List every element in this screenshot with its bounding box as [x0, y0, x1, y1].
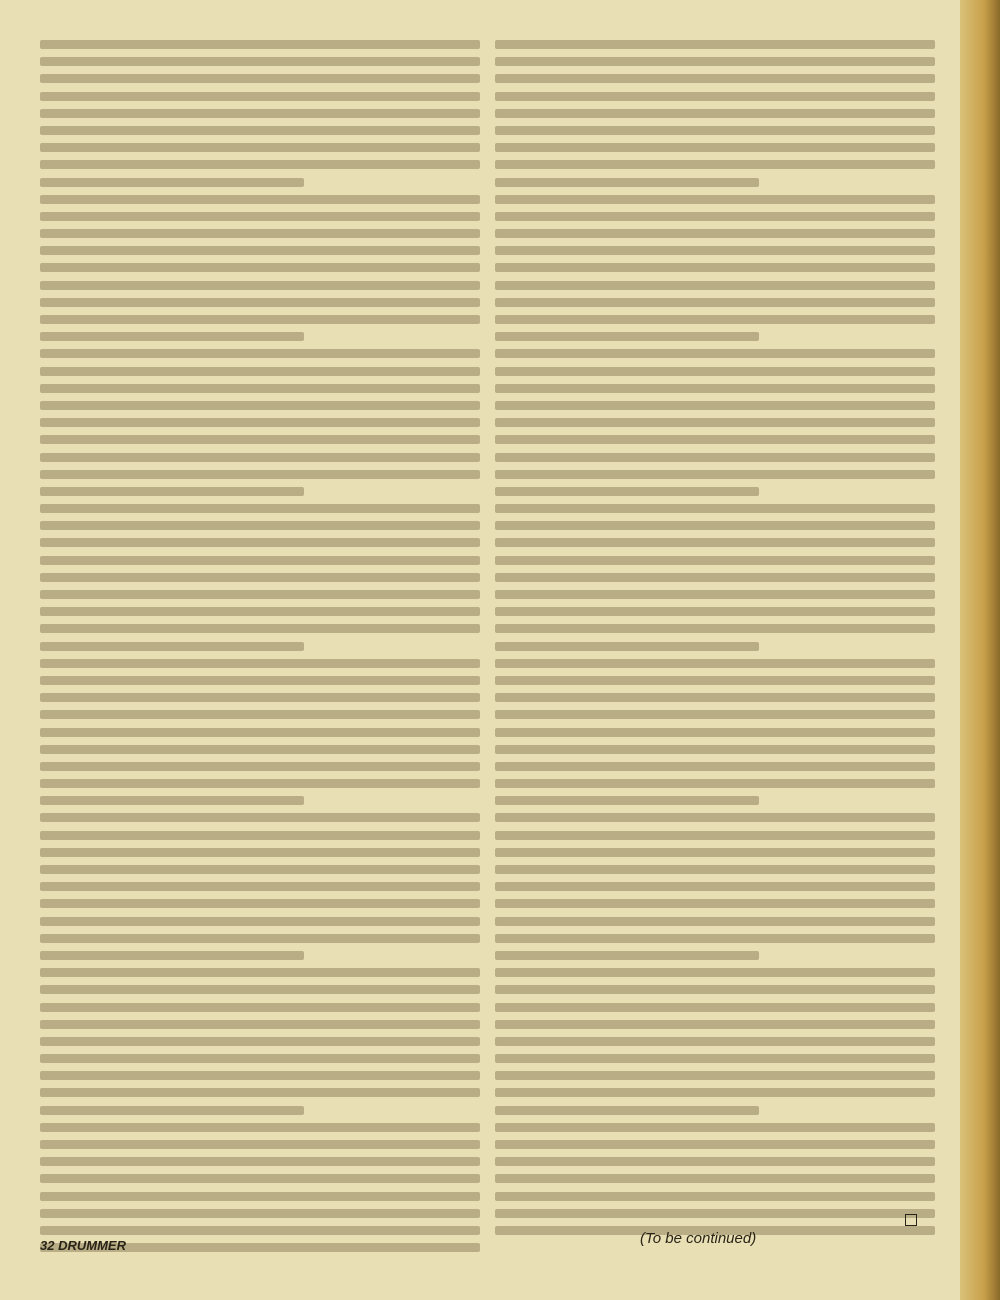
text-line-placeholder [40, 367, 480, 376]
text-line-placeholder [495, 848, 935, 857]
text-line-placeholder [495, 624, 935, 633]
text-column-right [495, 40, 935, 1230]
text-line-placeholder [40, 659, 480, 668]
text-line-placeholder [495, 745, 935, 754]
text-line-placeholder [40, 435, 480, 444]
text-line-placeholder [495, 1071, 935, 1080]
text-line-placeholder [40, 1071, 480, 1080]
text-line-placeholder [40, 693, 480, 702]
text-line-placeholder [495, 40, 935, 49]
text-line-placeholder [40, 899, 480, 908]
text-line-placeholder [495, 796, 759, 805]
text-line-placeholder [495, 1020, 935, 1029]
text-line-placeholder [40, 1140, 480, 1149]
text-line-placeholder [495, 92, 935, 101]
text-line-placeholder [495, 367, 935, 376]
text-line-placeholder [40, 315, 480, 324]
page-edge [960, 0, 1000, 1300]
text-line-placeholder [40, 349, 480, 358]
text-line-placeholder [495, 659, 935, 668]
text-line-placeholder [40, 263, 480, 272]
text-line-placeholder [40, 1192, 480, 1201]
text-line-placeholder [40, 74, 480, 83]
text-line-placeholder [495, 813, 935, 822]
page-folio: 32 DRUMMER [40, 1238, 126, 1253]
text-line-placeholder [40, 57, 480, 66]
text-line-placeholder [40, 40, 480, 49]
text-line-placeholder [495, 349, 935, 358]
text-line-placeholder [40, 573, 480, 582]
text-line-placeholder [40, 624, 480, 633]
text-line-placeholder [495, 1106, 759, 1115]
text-line-placeholder [40, 848, 480, 857]
text-line-placeholder [495, 160, 935, 169]
text-line-placeholder [40, 453, 480, 462]
text-line-placeholder [495, 607, 935, 616]
text-line-placeholder [495, 573, 935, 582]
text-line-placeholder [40, 521, 480, 530]
text-line-placeholder [40, 968, 480, 977]
text-line-placeholder [40, 1037, 480, 1046]
text-line-placeholder [495, 435, 935, 444]
text-line-placeholder [495, 865, 935, 874]
text-line-placeholder [40, 246, 480, 255]
text-line-placeholder [40, 298, 480, 307]
text-line-placeholder [40, 1003, 480, 1012]
text-line-placeholder [40, 1174, 480, 1183]
text-line-placeholder [495, 109, 935, 118]
text-line-placeholder [495, 1174, 935, 1183]
text-line-placeholder [40, 882, 480, 891]
text-line-placeholder [40, 985, 480, 994]
text-line-placeholder [40, 109, 480, 118]
text-line-placeholder [40, 504, 480, 513]
text-line-placeholder [40, 332, 304, 341]
text-line-placeholder [40, 1226, 480, 1235]
text-line-placeholder [495, 538, 935, 547]
text-line-placeholder [495, 710, 935, 719]
text-line-placeholder [495, 1054, 935, 1063]
text-line-placeholder [495, 229, 935, 238]
text-line-placeholder [495, 143, 935, 152]
text-line-placeholder [40, 745, 480, 754]
text-line-placeholder [495, 212, 935, 221]
text-line-placeholder [40, 813, 480, 822]
text-line-placeholder [495, 1088, 935, 1097]
text-line-placeholder [40, 1054, 480, 1063]
text-line-placeholder [495, 1123, 935, 1132]
text-line-placeholder [40, 951, 304, 960]
text-line-placeholder [40, 160, 480, 169]
text-line-placeholder [495, 779, 935, 788]
text-line-placeholder [40, 676, 480, 685]
text-line-placeholder [40, 865, 480, 874]
text-line-placeholder [495, 693, 935, 702]
text-line-placeholder [495, 487, 759, 496]
text-line-placeholder [40, 195, 480, 204]
text-line-placeholder [495, 521, 935, 530]
text-line-placeholder [40, 796, 304, 805]
text-line-placeholder [40, 384, 480, 393]
text-line-placeholder [40, 1157, 480, 1166]
text-line-placeholder [495, 1140, 935, 1149]
text-line-placeholder [495, 1037, 935, 1046]
text-line-placeholder [40, 281, 480, 290]
text-line-placeholder [40, 229, 480, 238]
text-line-placeholder [495, 263, 935, 272]
text-line-placeholder [40, 126, 480, 135]
text-line-placeholder [495, 315, 935, 324]
text-line-placeholder [495, 504, 935, 513]
text-line-placeholder [40, 178, 304, 187]
text-line-placeholder [40, 212, 480, 221]
text-line-placeholder [40, 1209, 480, 1218]
text-line-placeholder [495, 126, 935, 135]
text-line-placeholder [40, 1123, 480, 1132]
text-line-placeholder [40, 642, 304, 651]
text-line-placeholder [495, 74, 935, 83]
text-line-placeholder [40, 762, 480, 771]
text-line-placeholder [495, 195, 935, 204]
text-line-placeholder [495, 968, 935, 977]
text-line-placeholder [495, 178, 759, 187]
text-line-placeholder [40, 917, 480, 926]
text-line-placeholder [495, 1157, 935, 1166]
text-line-placeholder [40, 934, 480, 943]
text-line-placeholder [495, 332, 759, 341]
text-line-placeholder [495, 453, 935, 462]
text-column-left [40, 40, 480, 1230]
text-line-placeholder [495, 728, 935, 737]
text-line-placeholder [495, 934, 935, 943]
text-line-placeholder [495, 831, 935, 840]
text-line-placeholder [495, 556, 935, 565]
text-line-placeholder [495, 762, 935, 771]
text-line-placeholder [495, 384, 935, 393]
text-line-placeholder [40, 779, 480, 788]
text-line-placeholder [495, 1209, 935, 1218]
text-line-placeholder [495, 917, 935, 926]
text-line-placeholder [495, 676, 935, 685]
text-line-placeholder [40, 470, 480, 479]
text-line-placeholder [495, 281, 935, 290]
text-line-placeholder [40, 92, 480, 101]
text-line-placeholder [495, 882, 935, 891]
text-line-placeholder [495, 418, 935, 427]
text-line-placeholder [495, 590, 935, 599]
text-line-placeholder [40, 1088, 480, 1097]
text-line-placeholder [40, 401, 480, 410]
text-line-placeholder [495, 1003, 935, 1012]
text-line-placeholder [40, 1020, 480, 1029]
text-line-placeholder [40, 831, 480, 840]
text-line-placeholder [495, 57, 935, 66]
text-line-placeholder [40, 728, 480, 737]
text-line-placeholder [495, 642, 759, 651]
text-line-placeholder [495, 899, 935, 908]
text-line-placeholder [495, 401, 935, 410]
text-line-placeholder [40, 487, 304, 496]
text-line-placeholder [495, 1192, 935, 1201]
text-line-placeholder [495, 985, 935, 994]
text-line-placeholder [495, 246, 935, 255]
text-line-placeholder [495, 951, 759, 960]
end-mark-icon [905, 1214, 917, 1226]
text-line-placeholder [40, 556, 480, 565]
text-line-placeholder [40, 538, 480, 547]
text-line-placeholder [495, 470, 935, 479]
text-line-placeholder [40, 1106, 304, 1115]
continued-note: (To be continued) [640, 1230, 757, 1247]
text-line-placeholder [40, 143, 480, 152]
text-line-placeholder [495, 298, 935, 307]
text-line-placeholder [40, 607, 480, 616]
text-line-placeholder [40, 590, 480, 599]
text-line-placeholder [40, 418, 480, 427]
text-line-placeholder [40, 710, 480, 719]
